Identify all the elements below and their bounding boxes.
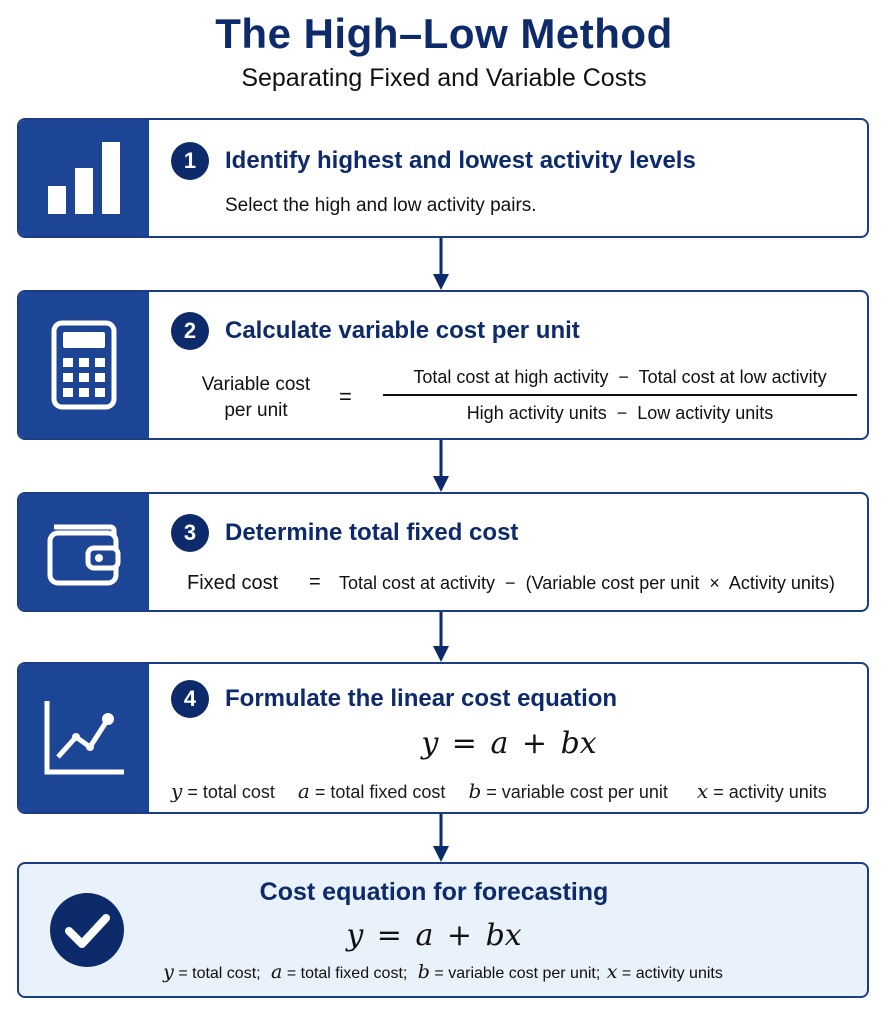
step-1-heading bbox=[171, 142, 696, 180]
fixed-cost-lhs: Fixed cost bbox=[187, 572, 279, 594]
step-3-box bbox=[17, 492, 869, 612]
linear-equation: y = a + bx bbox=[421, 726, 597, 761]
line-chart-icon bbox=[42, 699, 126, 777]
step-4-icon-panel bbox=[19, 664, 149, 812]
formula-lhs-line2: per unit bbox=[224, 400, 288, 421]
step-4-title: Formulate the linear cost equation bbox=[225, 685, 618, 712]
final-text-b: = variable cost per unit; bbox=[434, 965, 601, 982]
step-1-box bbox=[17, 118, 869, 238]
step-2-heading bbox=[171, 312, 580, 350]
formula-lhs-line1: Variable cost bbox=[201, 374, 311, 395]
final-text-a: = total fixed cost; bbox=[286, 965, 408, 982]
step-3-icon-panel bbox=[19, 494, 149, 610]
checkmark-icon bbox=[49, 892, 125, 968]
final-symbol-y: y bbox=[163, 961, 174, 983]
arrow-down-icon bbox=[433, 440, 449, 492]
legend-symbol-y: y bbox=[171, 779, 183, 803]
legend-symbol-x: x bbox=[696, 779, 709, 803]
final-text-y: = total cost; bbox=[178, 965, 261, 982]
final-heading: Cost equation for forecasting bbox=[259, 878, 609, 906]
bar-chart-icon bbox=[44, 138, 124, 218]
step-4-box bbox=[17, 662, 869, 814]
step-4-heading bbox=[171, 680, 617, 718]
final-text-x: = activity units bbox=[621, 965, 723, 982]
step-2-title: Calculate variable cost per unit bbox=[225, 317, 580, 344]
step-3-number: 3 bbox=[171, 514, 209, 552]
legend-symbol-a: a bbox=[297, 779, 310, 803]
wallet-icon bbox=[44, 517, 124, 587]
fixed-cost-rhs: Total cost at activity − (Variable cost per unit × Activity units) bbox=[339, 573, 835, 593]
step-4-number: 4 bbox=[171, 680, 209, 718]
formula-denominator: High activity units − Low activity units bbox=[466, 403, 774, 423]
formula-lhs bbox=[191, 372, 321, 424]
legend-text-y: = total cost bbox=[187, 782, 275, 802]
final-symbol-a: a bbox=[271, 961, 283, 983]
formula-numerator: Total cost at high activity − Total cost at low activity bbox=[413, 367, 827, 387]
step-1-icon-panel bbox=[19, 120, 149, 236]
arrow-down-icon bbox=[433, 814, 449, 862]
final-equation: y = a + bx bbox=[346, 918, 522, 953]
page-title: The High–Low Method bbox=[215, 10, 673, 57]
equation-legend bbox=[171, 779, 827, 803]
arrow-down-icon bbox=[433, 612, 449, 662]
final-summary-box bbox=[17, 862, 869, 998]
legend-text-b: = variable cost per unit bbox=[486, 782, 668, 802]
step-3-title: Determine total fixed cost bbox=[225, 519, 519, 546]
fraction-bar bbox=[383, 394, 857, 396]
step-1-title: Identify highest and lowest activity levels bbox=[225, 147, 696, 174]
legend-text-x: = activity units bbox=[713, 782, 827, 802]
step-2-icon-panel bbox=[19, 292, 149, 438]
calculator-icon bbox=[51, 320, 117, 410]
step-1-description: Select the high and low activity pairs. bbox=[225, 195, 537, 216]
legend-symbol-b: b bbox=[468, 779, 482, 803]
legend-text-a: = total fixed cost bbox=[314, 782, 446, 802]
fixed-cost-equals: = bbox=[309, 571, 321, 593]
final-legend bbox=[19, 961, 867, 983]
final-symbol-x: x bbox=[606, 961, 618, 983]
formula-equals: = bbox=[339, 384, 352, 409]
step-2-number: 2 bbox=[171, 312, 209, 350]
step-2-box bbox=[17, 290, 869, 440]
step-3-heading bbox=[171, 514, 518, 552]
final-symbol-b: b bbox=[417, 961, 430, 983]
arrow-down-icon bbox=[433, 238, 449, 290]
page-subtitle: Separating Fixed and Variable Costs bbox=[241, 64, 647, 92]
step-1-number: 1 bbox=[171, 142, 209, 180]
